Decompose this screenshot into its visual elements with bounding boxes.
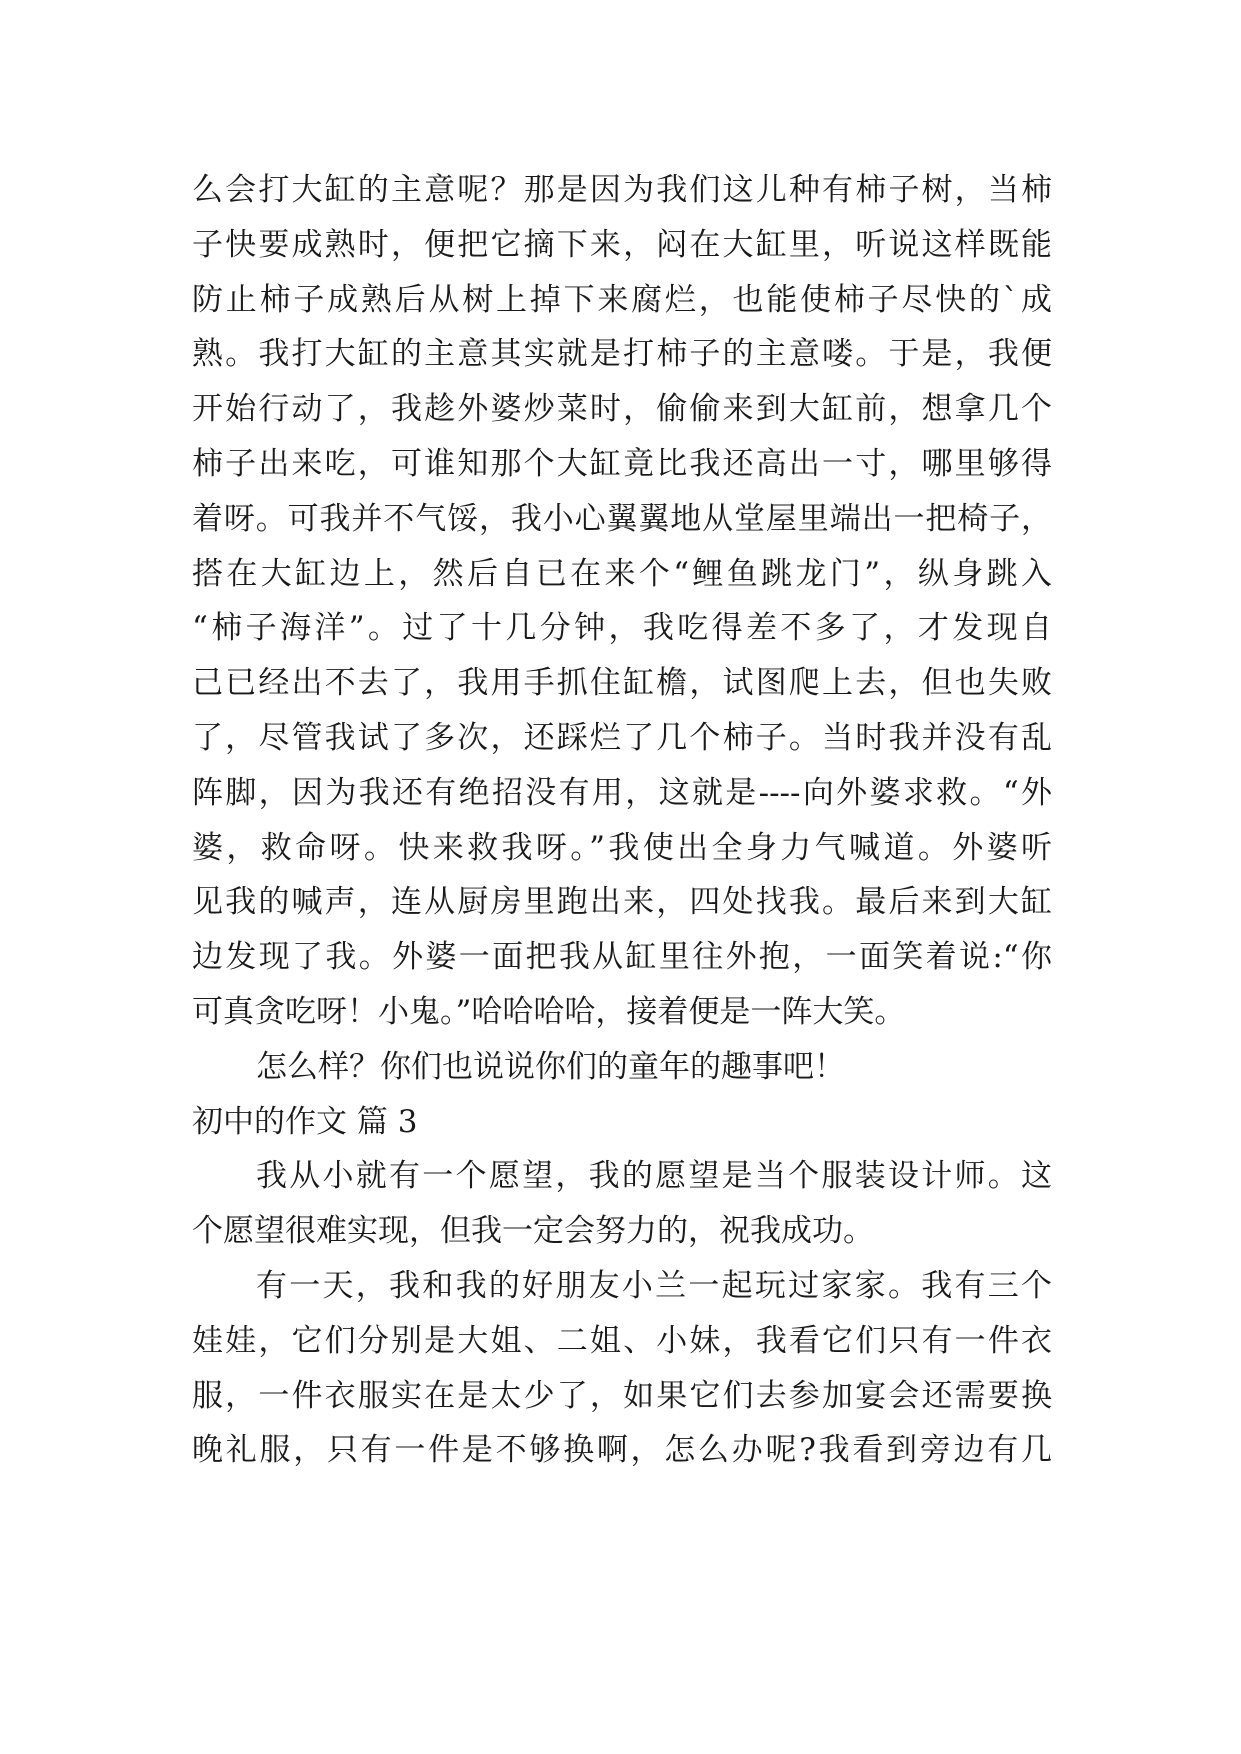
text-line: 阵脚，因为我还有绝招没有用，这就是----向外婆求救。“外 — [192, 774, 1052, 811]
text-line: 服，一件衣服实在是太少了，如果它们去参加宴会还需要换 — [192, 1377, 1052, 1414]
text-line: 婆，救命呀。快来救我呀。”我使出全身力气喊道。外婆听 — [192, 829, 1052, 866]
document-body — [192, 163, 1052, 1478]
text-line: 怎么样？你们也说说你们的童年的趣事吧！ — [256, 1048, 845, 1085]
text-line: 个愿望很难实现，但我一定会努力的，祝我成功。 — [192, 1213, 874, 1250]
text-line: 么会打大缸的主意呢？那是因为我们这儿种有柿子树，当柿 — [192, 172, 1052, 208]
text-line: 可真贪吃呀！小鬼。”哈哈哈哈，接着便是一阵大笑。 — [192, 993, 906, 1030]
text-line: 开始行动了，我趁外婆炒菜时，偷偷来到大缸前，想拿几个 — [192, 391, 1052, 428]
text-line: 子快要成熟时，便把它摘下来，闷在大缸里，听说这样既能 — [192, 226, 1052, 263]
text-line: 我从小就有一个愿望，我的愿望是当个服装设计师。这 — [256, 1158, 1052, 1195]
text-line: 搭在大缸边上，然后自已在来个“鲤鱼跳龙门”，纵身跳入 — [192, 555, 1052, 592]
section-heading: 初中的作文 篇 3 — [192, 1103, 418, 1140]
text-line: 熟。我打大缸的主意其实就是打柿子的主意喽。于是，我便 — [192, 336, 1052, 373]
text-line: 娃娃，它们分别是大姐、二姐、小妹，我看它们只有一件衣 — [192, 1322, 1052, 1359]
text-line: “柿子海洋”。过了十几分钟，我吃得差不多了，才发现自 — [192, 610, 1052, 647]
text-line: 了，尽管我试了多次，还踩烂了几个柿子。当时我并没有乱 — [192, 719, 1052, 756]
text-line: 己已经出不去了，我用手抓住缸檐，试图爬上去，但也失败 — [192, 665, 1052, 702]
text-line: 见我的喊声，连从厨房里跑出来，四处找我。最后来到大缸 — [192, 884, 1052, 921]
text-line: 边发现了我。外婆一面把我从缸里往外抱，一面笑着说:“你 — [192, 939, 1052, 976]
text-line: 有一天，我和我的好朋友小兰一起玩过家家。我有三个 — [256, 1267, 1052, 1304]
text-line: 着呀。可我并不气馁，我小心翼翼地从堂屋里端出一把椅子， — [192, 500, 1052, 537]
text-line: 防止柿子成熟后从树上掉下来腐烂，也能使柿子尽快的`成 — [192, 281, 1052, 318]
text-line: 柿子出来吃，可谁知那个大缸竟比我还高出一寸，哪里够得 — [192, 445, 1052, 482]
text-line: 晚礼服，只有一件是不够换啊，怎么办呢?我看到旁边有几 — [192, 1432, 1052, 1469]
